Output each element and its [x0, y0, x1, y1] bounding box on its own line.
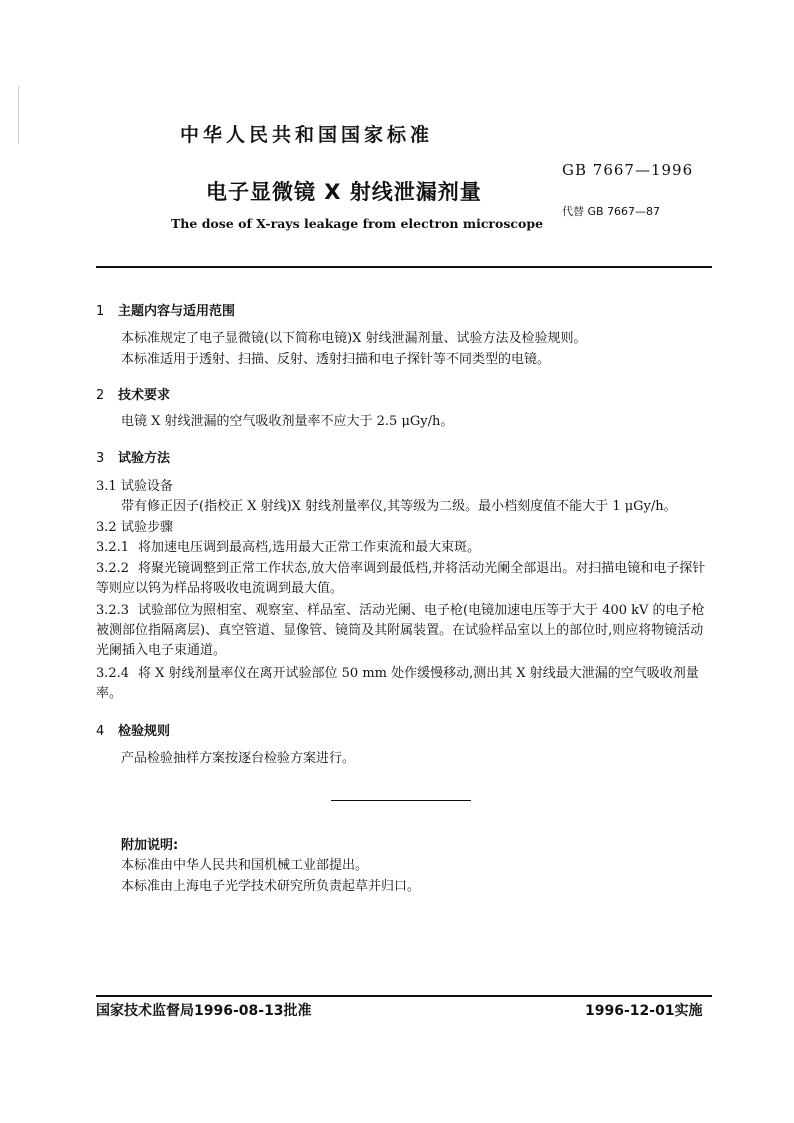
- standard-title: 中华人民共和国国家标准: [180, 124, 434, 146]
- header-divider: [96, 266, 712, 268]
- additional-note-2: 本标准由上海电子光学技术研究所负责起草并归口。: [121, 879, 421, 894]
- footer-divider: [96, 995, 712, 997]
- section-3-2-heading: [96, 518, 173, 538]
- section-number: 2: [96, 388, 105, 403]
- section-4-heading: [96, 720, 170, 739]
- clause-3-2-1: [96, 538, 480, 558]
- section-1-paragraph-1: 本标准规定了电子显微镜(以下简称电镜)X 射线泄漏剂量、试验方法及检验规则。: [121, 331, 587, 346]
- additional-notes-heading: 附加说明:: [121, 838, 179, 853]
- section-2-paragraph-1: 电镜 X 射线泄漏的空气吸收剂量率不应大于 2.5 μGy/h。: [121, 414, 454, 429]
- additional-note-1: 本标准由中华人民共和国机械工业部提出。: [121, 858, 369, 873]
- clause-text: 将聚光镜调整到正常工作状态,放大倍率调到最低档,并将活动光阑全部退出。对扫描电镜和电子探针等则应以钨为样品将吸收电流调到最大值。: [96, 561, 706, 596]
- clause-number: 3.2.1: [96, 540, 130, 555]
- section-number: 4: [96, 724, 105, 739]
- clause-3-2-3: [96, 601, 712, 661]
- section-3-heading: [96, 447, 170, 466]
- clause-3-2-2: [96, 559, 712, 599]
- clause-number: 3.2.3: [96, 603, 130, 618]
- subsection-title: 试验设备: [121, 479, 174, 494]
- section-title: 技术要求: [118, 388, 171, 403]
- section-title: 试验方法: [118, 451, 171, 466]
- subsection-title: 试验步骤: [121, 520, 174, 535]
- clause-text: 将加速电压调到最高档,选用最大正常工作束流和最大束斑。: [138, 540, 481, 555]
- clause-3-2-4: [96, 664, 712, 704]
- approval-date: 国家技术监督局1996-08-13批准: [96, 1003, 312, 1019]
- effective-date: 1996-12-01实施: [585, 1003, 703, 1019]
- end-of-body-divider: [331, 800, 471, 801]
- subsection-number: 3.2: [96, 520, 117, 535]
- section-3-1-body: 带有修正因子(指校正 X 射线)X 射线剂量率仪,其等级为二级。最小档刻度值不能大于 1 μGy/h。: [121, 499, 677, 514]
- section-1-heading: [96, 300, 235, 319]
- scan-margin-mark: [18, 86, 19, 144]
- section-title: 主题内容与适用范围: [118, 304, 236, 319]
- section-4-paragraph-1: 产品检验抽样方案按逐台检验方案进行。: [121, 751, 356, 766]
- standard-code: GB 7667—1996: [562, 161, 694, 179]
- section-3-1-heading: [96, 477, 173, 497]
- section-number: 3: [96, 451, 105, 466]
- section-2-heading: [96, 384, 170, 403]
- section-1-paragraph-2: 本标准适用于透射、扫描、反射、透射扫描和电子探针等不同类型的电镜。: [121, 352, 551, 367]
- clause-text: 试验部位为照相室、观察室、样品室、活动光阑、电子枪(电镜加速电压等于大于 400 kV 的电子枪被测部位指隔离层)、真空管道、显像管、镜筒及其附属装置。在试验样品室以上的部位时,则应将物镜活动光阑插入电子束通道。: [96, 603, 705, 658]
- section-title: 检验规则: [118, 724, 171, 739]
- replaces-note: 代替 GB 7667—87: [562, 205, 661, 218]
- section-number: 1: [96, 304, 105, 319]
- clause-number: 3.2.2: [96, 561, 130, 576]
- document-title: 电子显微镜 X 射线泄漏剂量: [206, 180, 482, 204]
- clause-number: 3.2.4: [96, 666, 130, 681]
- subsection-number: 3.1: [96, 479, 117, 494]
- clause-text: 将 X 射线剂量率仪在离开试验部位 50 mm 处作缓慢移动,测出其 X 射线最大泄漏的空气吸收剂量率。: [96, 666, 699, 701]
- english-title: The dose of X-rays leakage from electron microscope: [171, 216, 544, 231]
